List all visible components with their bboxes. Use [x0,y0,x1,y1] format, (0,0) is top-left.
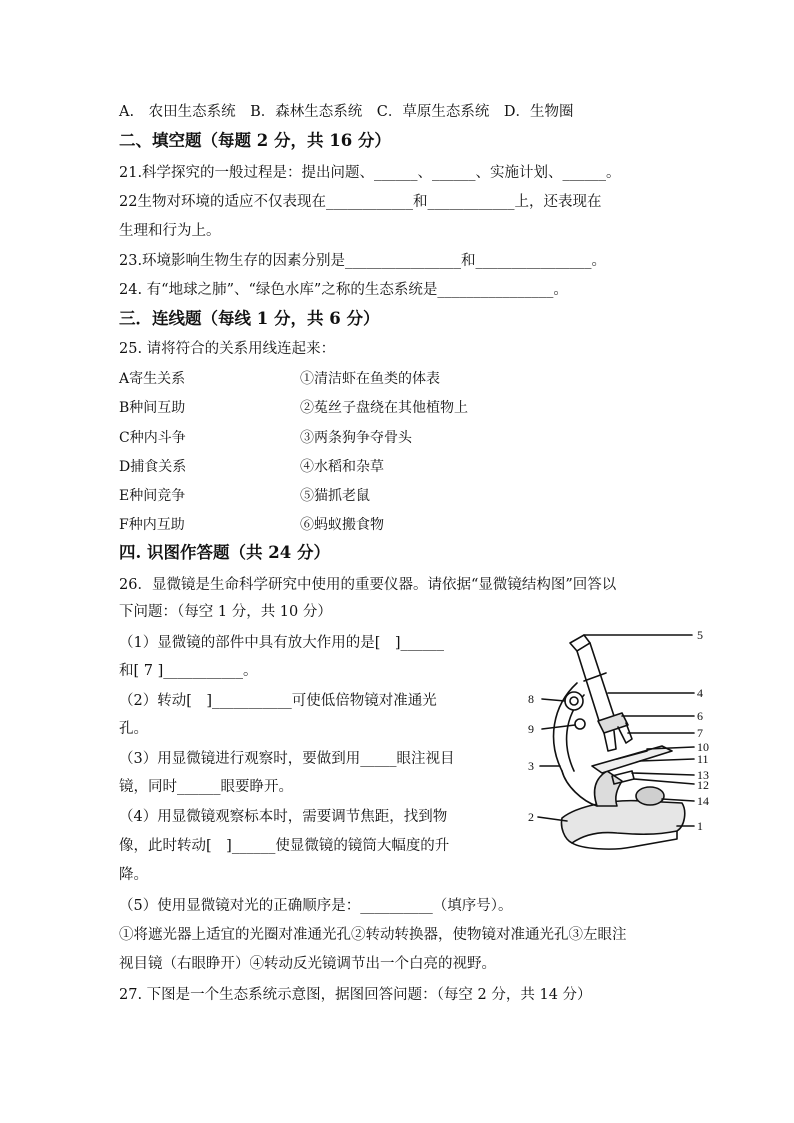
q22-text-line2: 生理和行为上。 [119,223,221,239]
q26-text-line2: 下问题：（每空 1 分，共 10 分） [119,604,332,620]
q26-sub1-line1: （1）显微镜的部件中具有放大作用的是[ ]______ [119,635,445,651]
figure-label: 13 [697,768,709,782]
figure-label: 10 [697,740,709,754]
figure-label: 6 [697,709,703,723]
figure-label: 12 [697,778,709,792]
q23-text: 23.环境影响生物生存的因素分别是________________和________________。 [119,253,607,269]
match-right-item: ④水稻和杂草 [300,459,384,475]
q26-steps-line2: 视目镜（右眼睁开）④转动反光镜调节出一个白亮的视野。 [119,956,496,972]
figure-label: 9 [528,722,534,736]
figure-label: 14 [697,794,709,808]
figure-label: 7 [697,726,703,740]
q26-sub2-line1: （2）转动[ ]___________可使低倍物镜对准通光 [119,693,437,709]
q26-text-line1: 26．显微镜是生命科学研究中使用的重要仪器。请依据“显微镜结构图”回答以 [119,577,617,593]
q24-text: 24. 有“地球之肺”、“绿色水库”之称的生态系统是________________。 [119,282,568,298]
microscope-drawing [538,635,694,849]
q26-steps-line1: ①将遮光器上适宜的光圈对准通光孔②转动转换器，使物镜对准通光孔③左眼注 [119,927,627,943]
match-right-item: ⑥蚂蚁搬食物 [300,517,384,533]
match-right-item: ③两条狗争夺骨头 [300,430,412,446]
q26-sub5: （5）使用显微镜对光的正确顺序是：__________（填序号）。 [119,898,513,914]
match-left-item: D捕食关系 [119,459,187,475]
figure-label: 5 [697,628,703,642]
match-left-item: A寄生关系 [119,371,186,387]
figure-label: 11 [697,752,709,766]
q26-sub3-line1: （3）用显微镜进行观察时，要做到用_____眼注视目 [119,751,455,767]
figure-label: 2 [528,810,534,824]
q25-text: 25. 请将符合的关系用线连起来： [119,341,336,357]
match-left-item: F种内互助 [119,517,185,533]
figure-label: 8 [528,692,534,706]
figure-label: 4 [697,686,703,700]
section2-heading: 二、填空题（每题 2 分，共 16 分） [119,131,391,150]
q20-options: A. 农田生态系统 B．森林生态系统 C．草原生态系统 D．生物圈 [119,104,574,120]
match-left-item: E种间竞争 [119,488,186,504]
match-left-item: C种内斗争 [119,430,186,446]
q21-text: 21.科学探究的一般过程是：提出问题、______、______、实施计划、______。 [119,165,621,181]
q26-sub4-line2: 像，此时转动[ ]______使显微镜的镜筒大幅度的升 [119,838,450,854]
q26-sub3-line2: 镜，同时______眼要睁开。 [119,779,293,795]
q26-sub4-line3: 降。 [119,867,148,883]
q26-sub2-line2: 孔。 [119,721,148,737]
q26-sub1-line2: 和[ 7 ]___________。 [119,663,258,679]
figure-label: 3 [528,759,534,773]
match-right-item: ②菟丝子盘绕在其他植物上 [300,400,468,416]
match-right-item: ⑤猫抓老鼠 [300,488,370,504]
q26-sub4-line1: （4）用显微镜观察标本时，需要调节焦距，找到物 [119,809,448,825]
q22-text-line1: 22生物对环境的适应不仅表现在____________和____________上，还表现在 [119,194,602,210]
q27-text: 27. 下图是一个生态系统示意图，据图回答问题：（每空 2 分，共 14 分） [119,987,592,1003]
microscope-figure [522,621,722,871]
figure-label: 1 [697,819,703,833]
section4-heading: 四. 识图作答题（共 24 分） [119,543,330,562]
section3-heading: 三．连线题（每线 1 分，共 6 分） [119,309,380,328]
match-left-item: B种间互助 [119,400,186,416]
match-right-item: ①清洁虾在鱼类的体表 [300,371,440,387]
